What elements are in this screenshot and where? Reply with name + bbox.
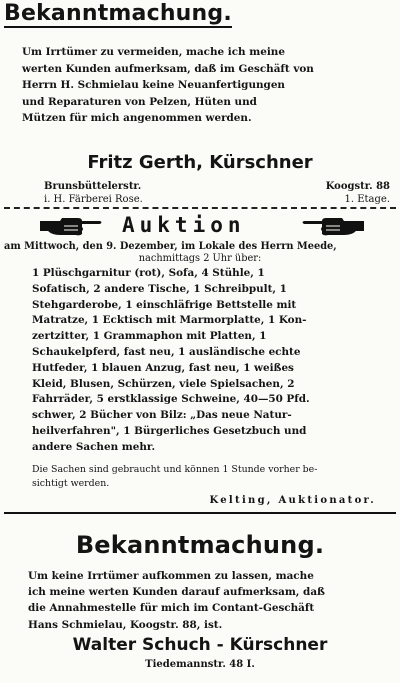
ad1-body bbox=[22, 44, 396, 127]
ad2-title: Auktion bbox=[122, 213, 246, 237]
ad2-auctioneer: Kelting, Auktionator. bbox=[209, 495, 376, 506]
ad1-line: und Reparaturen von Pelzen, Hüten und bbox=[22, 95, 257, 108]
ad3-title: Bekanntmachung. bbox=[75, 531, 325, 559]
pointing-hand-right-icon bbox=[38, 215, 104, 241]
ad2-note bbox=[32, 463, 396, 491]
ad2-when bbox=[4, 241, 396, 265]
ad3-address: Tiedemannstr. 48 I. bbox=[145, 659, 255, 670]
ad1-address-floor: 1. Etage. bbox=[344, 194, 390, 205]
ad1-address-shop: i. H. Färberei Rose. bbox=[44, 194, 143, 205]
ad2-line: heilverfahren", 1 Bürgerliches Gesetzbuch und bbox=[32, 424, 307, 437]
ad1-line: Mützen für mich angenommen werden. bbox=[22, 112, 252, 125]
ad2-note-line: Die Sachen sind gebraucht und können 1 Stunde vorher be- bbox=[32, 464, 318, 475]
ad2-line: Kleid, Blusen, Schürzen, viele Spielsachen, 2 bbox=[32, 377, 295, 390]
ad2-date-line: am Mittwoch, den 9. Dezember, im Lokale des Herrn Meede, bbox=[4, 241, 337, 252]
auction-header bbox=[4, 211, 396, 245]
ad3-line: Um keine Irrtümer aufkommen zu lassen, mache bbox=[28, 570, 314, 582]
ad2-items bbox=[32, 266, 396, 456]
ad1-line: Um Irrtümer zu vermeiden, mache ich meine bbox=[22, 46, 285, 58]
ad1-line: Herrn H. Schmielau keine Neuanfertigungen bbox=[22, 79, 285, 92]
ad1-address-koogstr: Koogstr. 88 bbox=[325, 181, 390, 192]
ad2-line: Stehgarderobe, 1 einschläfrige Bettstelle mit bbox=[32, 298, 297, 311]
ad1-address-left bbox=[44, 180, 143, 206]
announcement-auction bbox=[4, 211, 396, 507]
separator bbox=[4, 207, 396, 209]
ad2-line: Sofatisch, 2 andere Tische, 1 Schreibpult, 1 bbox=[32, 282, 287, 295]
separator bbox=[4, 512, 396, 514]
ad2-line: 1 Plüschgarnitur (rot), Sofa, 4 Stühle, 1 bbox=[32, 267, 265, 279]
ad3-signature: Walter Schuch - Kürschner bbox=[72, 635, 328, 655]
ad2-line: Matratze, 1 Ecktisch mit Marmorplatte, 1 Kon- bbox=[32, 314, 307, 327]
ad3-line: ich meine werten Kunden darauf aufmerksam, daß bbox=[28, 586, 325, 599]
ad2-line: Fahrräder, 5 erstklassige Schweine, 40—50 Pfd. bbox=[32, 393, 310, 406]
ad2-line: andere Sachen mehr. bbox=[32, 440, 156, 453]
ad3-line: Hans Schmielau, Koogstr. 88, ist. bbox=[28, 618, 223, 631]
ad1-line: werten Kunden aufmerksam, daß im Geschäft von bbox=[22, 62, 314, 75]
ad2-note-line: sichtigt werden. bbox=[32, 478, 110, 489]
announcement-gerth bbox=[4, 2, 396, 204]
ad3-line: die Annahmestelle für mich im Contant-Geschäft bbox=[28, 602, 315, 615]
ad2-time-line: nachmittags 2 Uhr über: bbox=[138, 253, 262, 264]
ad1-address-street: Brunsbüttelerstr. bbox=[44, 181, 142, 192]
ad1-signature: Fritz Gerth, Kürschner bbox=[87, 152, 313, 173]
ad2-line: Hutfeder, 1 blauen Anzug, fast neu, 1 weißes bbox=[32, 361, 294, 374]
pointing-hand-left-icon bbox=[300, 215, 366, 241]
ad3-body bbox=[28, 568, 396, 633]
ad2-line: schwer, 2 Bücher von Bilz: „Das neue Natur- bbox=[32, 409, 292, 422]
ad1-address-right bbox=[326, 180, 390, 206]
ad2-line: zertzitter, 1 Grammaphon mit Platten, 1 bbox=[32, 330, 267, 343]
announcement-schuch bbox=[4, 518, 396, 680]
ad2-line: Schaukelpferd, fast neu, 1 ausländische echte bbox=[32, 345, 301, 358]
ad1-title: Bekanntmachung. bbox=[4, 1, 232, 26]
